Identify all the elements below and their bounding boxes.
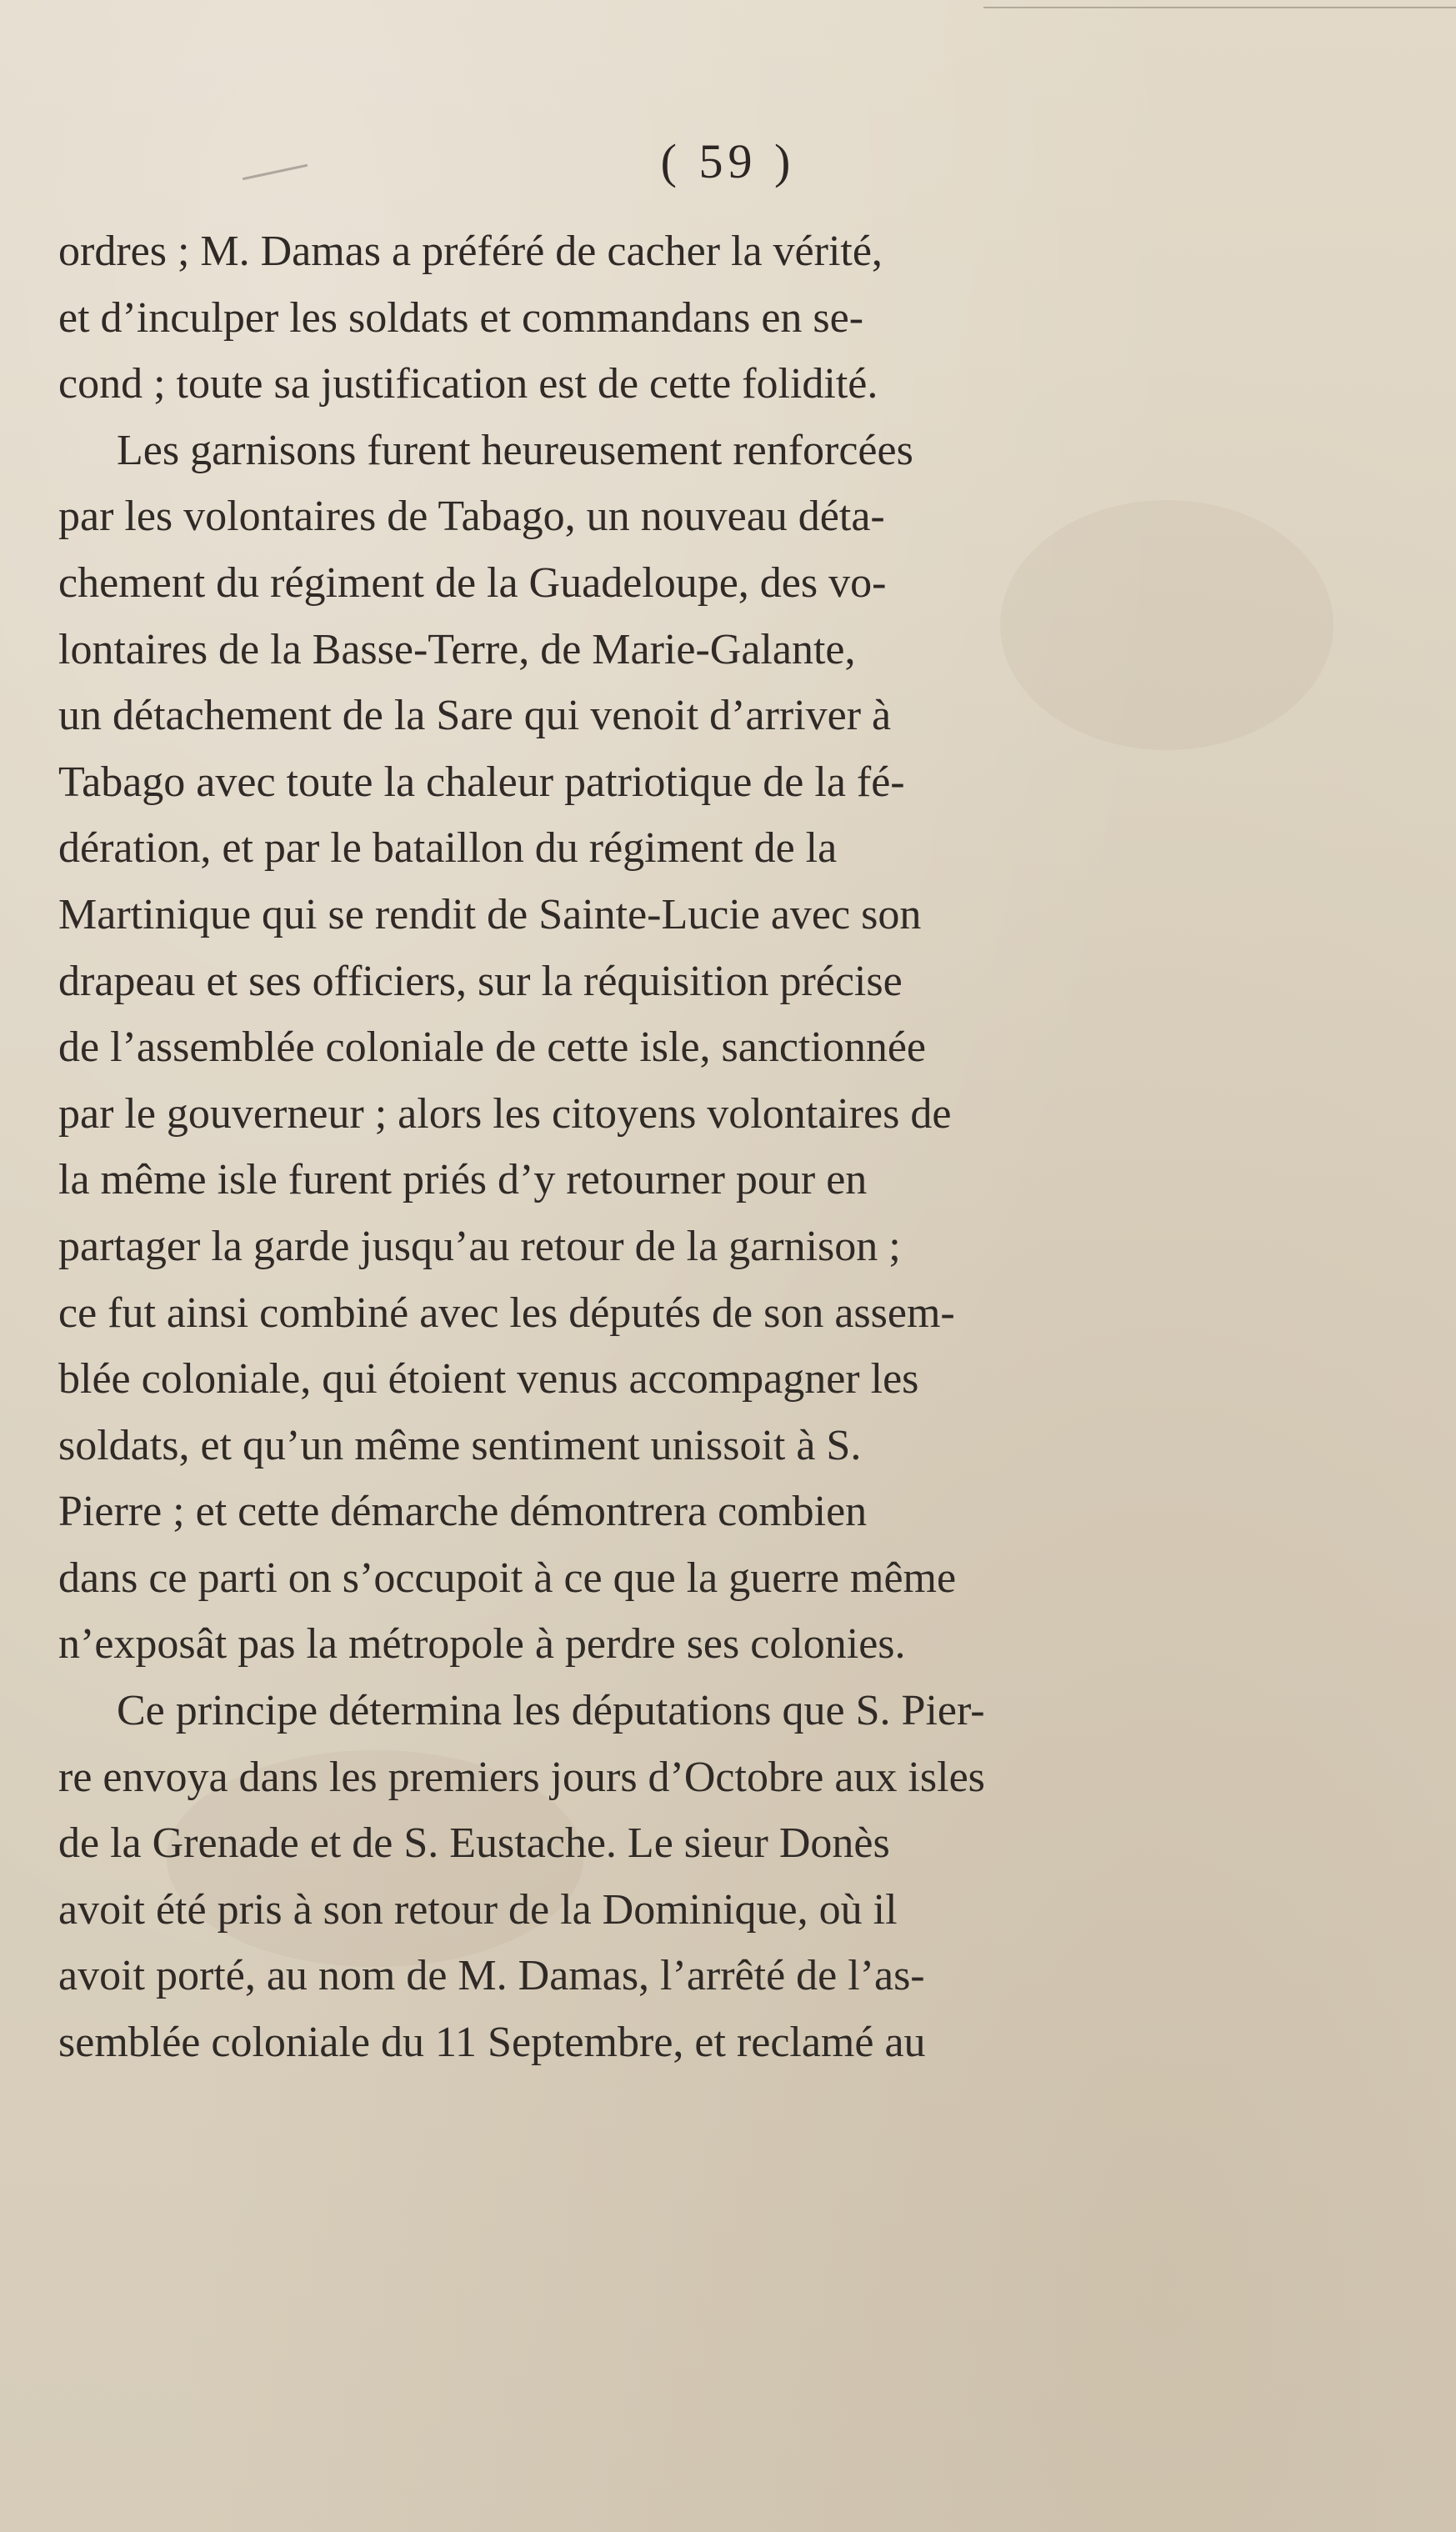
page-number: ( 59 ) bbox=[660, 134, 796, 188]
text-line: par le gouverneur ; alors les citoyens volontaires de bbox=[58, 1089, 952, 1138]
text-line: Martinique qui se rendit de Sainte-Lucie avec son bbox=[58, 890, 922, 938]
text-line: drapeau et ses officiers, sur la réquisition précise bbox=[58, 957, 903, 1005]
text-line: cond ; toute sa justification est de cette folidité. bbox=[58, 360, 878, 408]
text-line: un détachement de la Sare qui venoit d’arriver à bbox=[58, 692, 892, 740]
text-line: partager la garde jusqu’au retour de la garnison ; bbox=[58, 1222, 901, 1270]
text-line: Tabago avec toute la chaleur patriotique de la fé- bbox=[58, 758, 905, 806]
text-line: blée coloniale, qui étoient venus accompagner les bbox=[58, 1355, 919, 1404]
text-line: chement du régiment de la Guadeloupe, des vo- bbox=[58, 558, 887, 607]
text-line: de l’assemblée coloniale de cette isle, sanctionnée bbox=[58, 1023, 926, 1072]
text-line: ce fut ainsi combiné avec les députés de son assem- bbox=[58, 1289, 955, 1337]
text-line: par les volontaires de Tabago, un nouveau déta- bbox=[58, 493, 885, 541]
text-line: re envoya dans les premiers jours d’Octobre aux isles bbox=[58, 1753, 985, 1801]
text-line: la même isle furent priés d’y retourner pour en bbox=[58, 1156, 868, 1204]
text-line: avoit été pris à son retour de la Dominique, où il bbox=[58, 1885, 898, 1934]
text-line: avoit porté, au nom de M. Damas, l’arrêté de l’as- bbox=[58, 1952, 925, 2000]
text-line: dération, et par le bataillon du régiment de la bbox=[58, 824, 838, 873]
paragraph-start-line: Les garnisons furent heureusement renforcées bbox=[117, 426, 913, 474]
text-line: Pierre ; et cette démarche démontrera combien bbox=[58, 1488, 868, 1536]
text-line: lontaires de la Basse-Terre, de Marie-Galante, bbox=[58, 625, 856, 673]
text-line: de la Grenade et de S. Eustache. Le sieur Donès bbox=[58, 1819, 890, 1868]
text-line: semblée coloniale du 11 Septembre, et reclamé au bbox=[58, 2019, 926, 2067]
text-line: et d’inculper les soldats et commandans en se- bbox=[58, 293, 864, 342]
text-line: soldats, et qu’un même sentiment unissoit à S. bbox=[58, 1421, 862, 1469]
paragraph-start-line: Ce principe détermina les députations que S. Pier- bbox=[117, 1687, 985, 1735]
body-text bbox=[58, 218, 1150, 2076]
text-line: dans ce parti on s’occupoit à ce que la guerre même bbox=[58, 1554, 957, 1602]
text-line: ordres ; M. Damas a préféré de cacher la vérité, bbox=[58, 228, 883, 275]
top-edge-rule bbox=[983, 7, 1456, 8]
text-line: n’exposât pas la métropole à perdre ses colonies. bbox=[58, 1620, 906, 1669]
